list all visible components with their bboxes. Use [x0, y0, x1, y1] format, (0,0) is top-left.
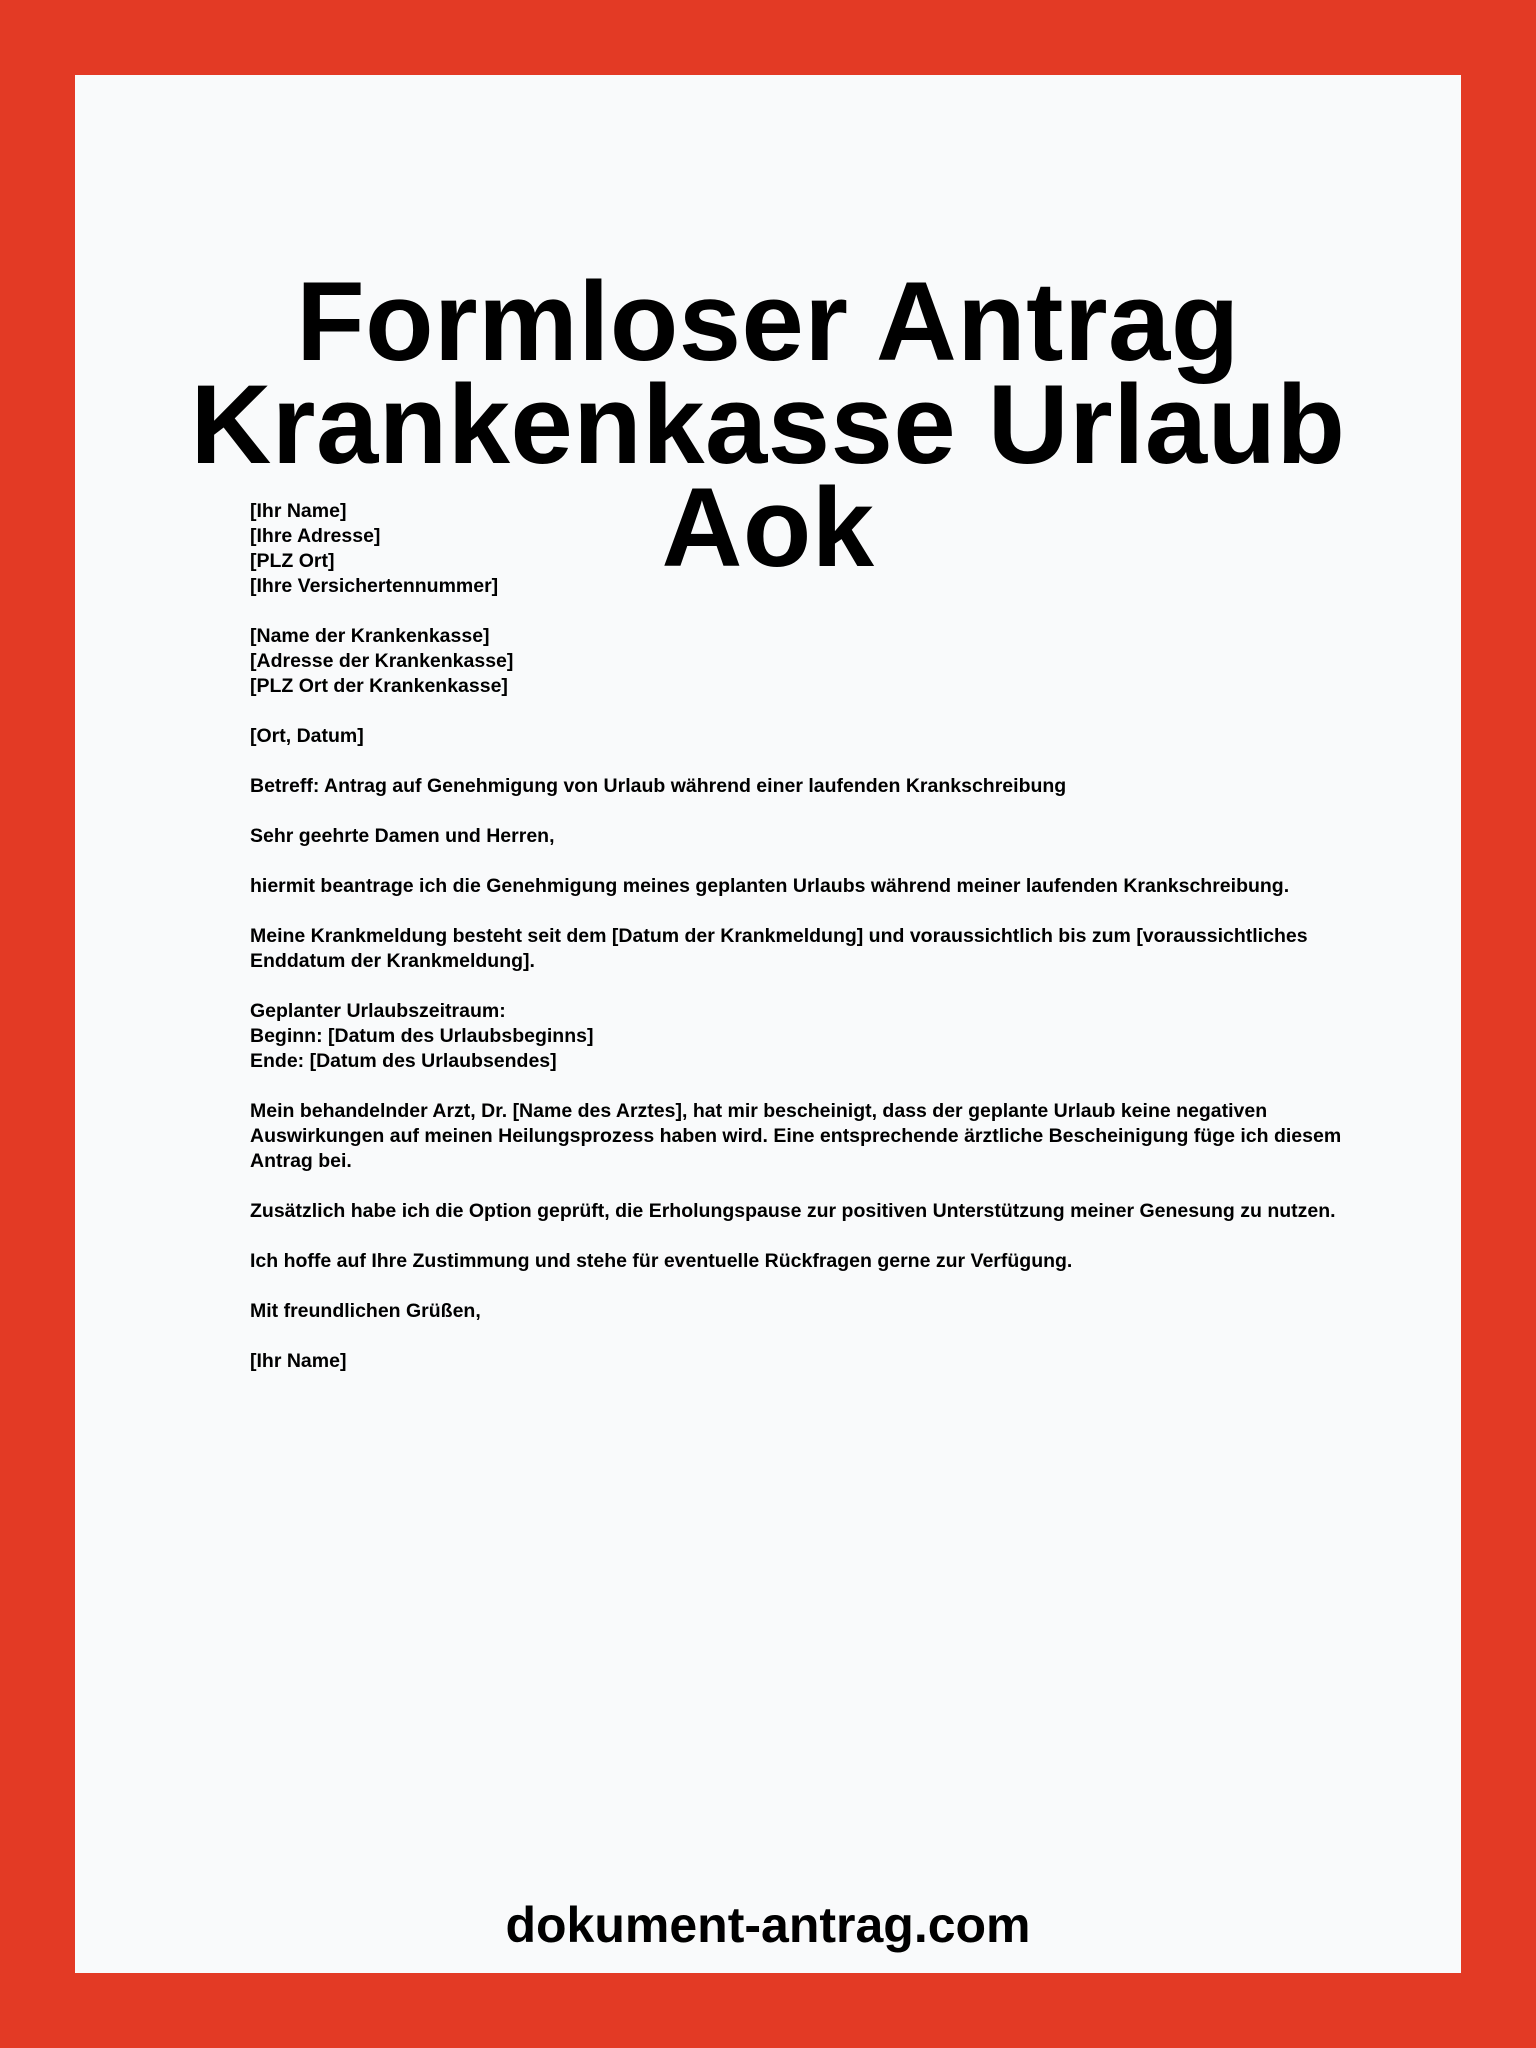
document-page: [75, 75, 1461, 1973]
title-line-2: Krankenkasse Urlaub Aok: [190, 362, 1346, 590]
signature: [Ihr Name]: [250, 1350, 347, 1372]
closing: Mit freundlichen Grüßen,: [250, 1300, 481, 1322]
paragraph-recovery: Zusätzlich habe ich die Option geprüft, die Erholungspause zur positiven Unterstützung meiner Genesung zu nutzen.: [250, 1200, 1336, 1222]
paragraph-request: hiermit beantrage ich die Genehmigung meines geplanten Urlaubs während meiner laufenden Krankschreibung.: [250, 875, 1290, 897]
paragraph-sick-leave: Meine Krankmeldung besteht seit dem [Datum der Krankmeldung] und voraussichtlich bis zum [voraussichtliches Enddatum der Krankmeldung].: [250, 925, 1308, 972]
vacation-start: Beginn: [Datum des Urlaubsbeginns]: [250, 1025, 594, 1047]
recipient-address: [Adresse der Krankenkasse]: [250, 650, 514, 672]
site-footer: dokument-antrag.com: [505, 1897, 1031, 1953]
vacation-heading: Geplanter Urlaubszeitraum:: [250, 1000, 506, 1022]
sender-block: [250, 499, 1350, 599]
title-line-1: Formloser Antrag: [296, 259, 1240, 384]
vacation-period-block: [250, 999, 1350, 1074]
subject-line: Betreff: Antrag auf Genehmigung von Urlaub während einer laufenden Krankschreibung: [250, 775, 1067, 797]
sender-address: [Ihre Adresse]: [250, 525, 381, 547]
paragraph-doctor: Mein behandelnder Arzt, Dr. [Name des Arztes], hat mir bescheinigt, dass der geplante Urlaub keine negativen Auswirkungen auf meinen Heilungsprozess haben wird. Eine entsprechende ärztliche Bescheinigung füge ich diesem Antrag bei.: [250, 1100, 1342, 1172]
sender-city: [PLZ Ort]: [250, 550, 335, 572]
sender-name: [Ihr Name]: [250, 500, 347, 522]
vacation-end: Ende: [Datum des Urlaubsendes]: [250, 1050, 557, 1072]
recipient-block: [250, 624, 1350, 699]
recipient-city: [PLZ Ort der Krankenkasse]: [250, 675, 508, 697]
salutation: Sehr geehrte Damen und Herren,: [250, 825, 555, 847]
recipient-name: [Name der Krankenkasse]: [250, 625, 490, 647]
letter-body: [250, 499, 1350, 1399]
sender-insurance-number: [Ihre Versichertennummer]: [250, 575, 499, 597]
paragraph-closing-request: Ich hoffe auf Ihre Zustimmung und stehe für eventuelle Rückfragen gerne zur Verfügung.: [250, 1250, 1073, 1272]
place-date: [Ort, Datum]: [250, 725, 364, 747]
